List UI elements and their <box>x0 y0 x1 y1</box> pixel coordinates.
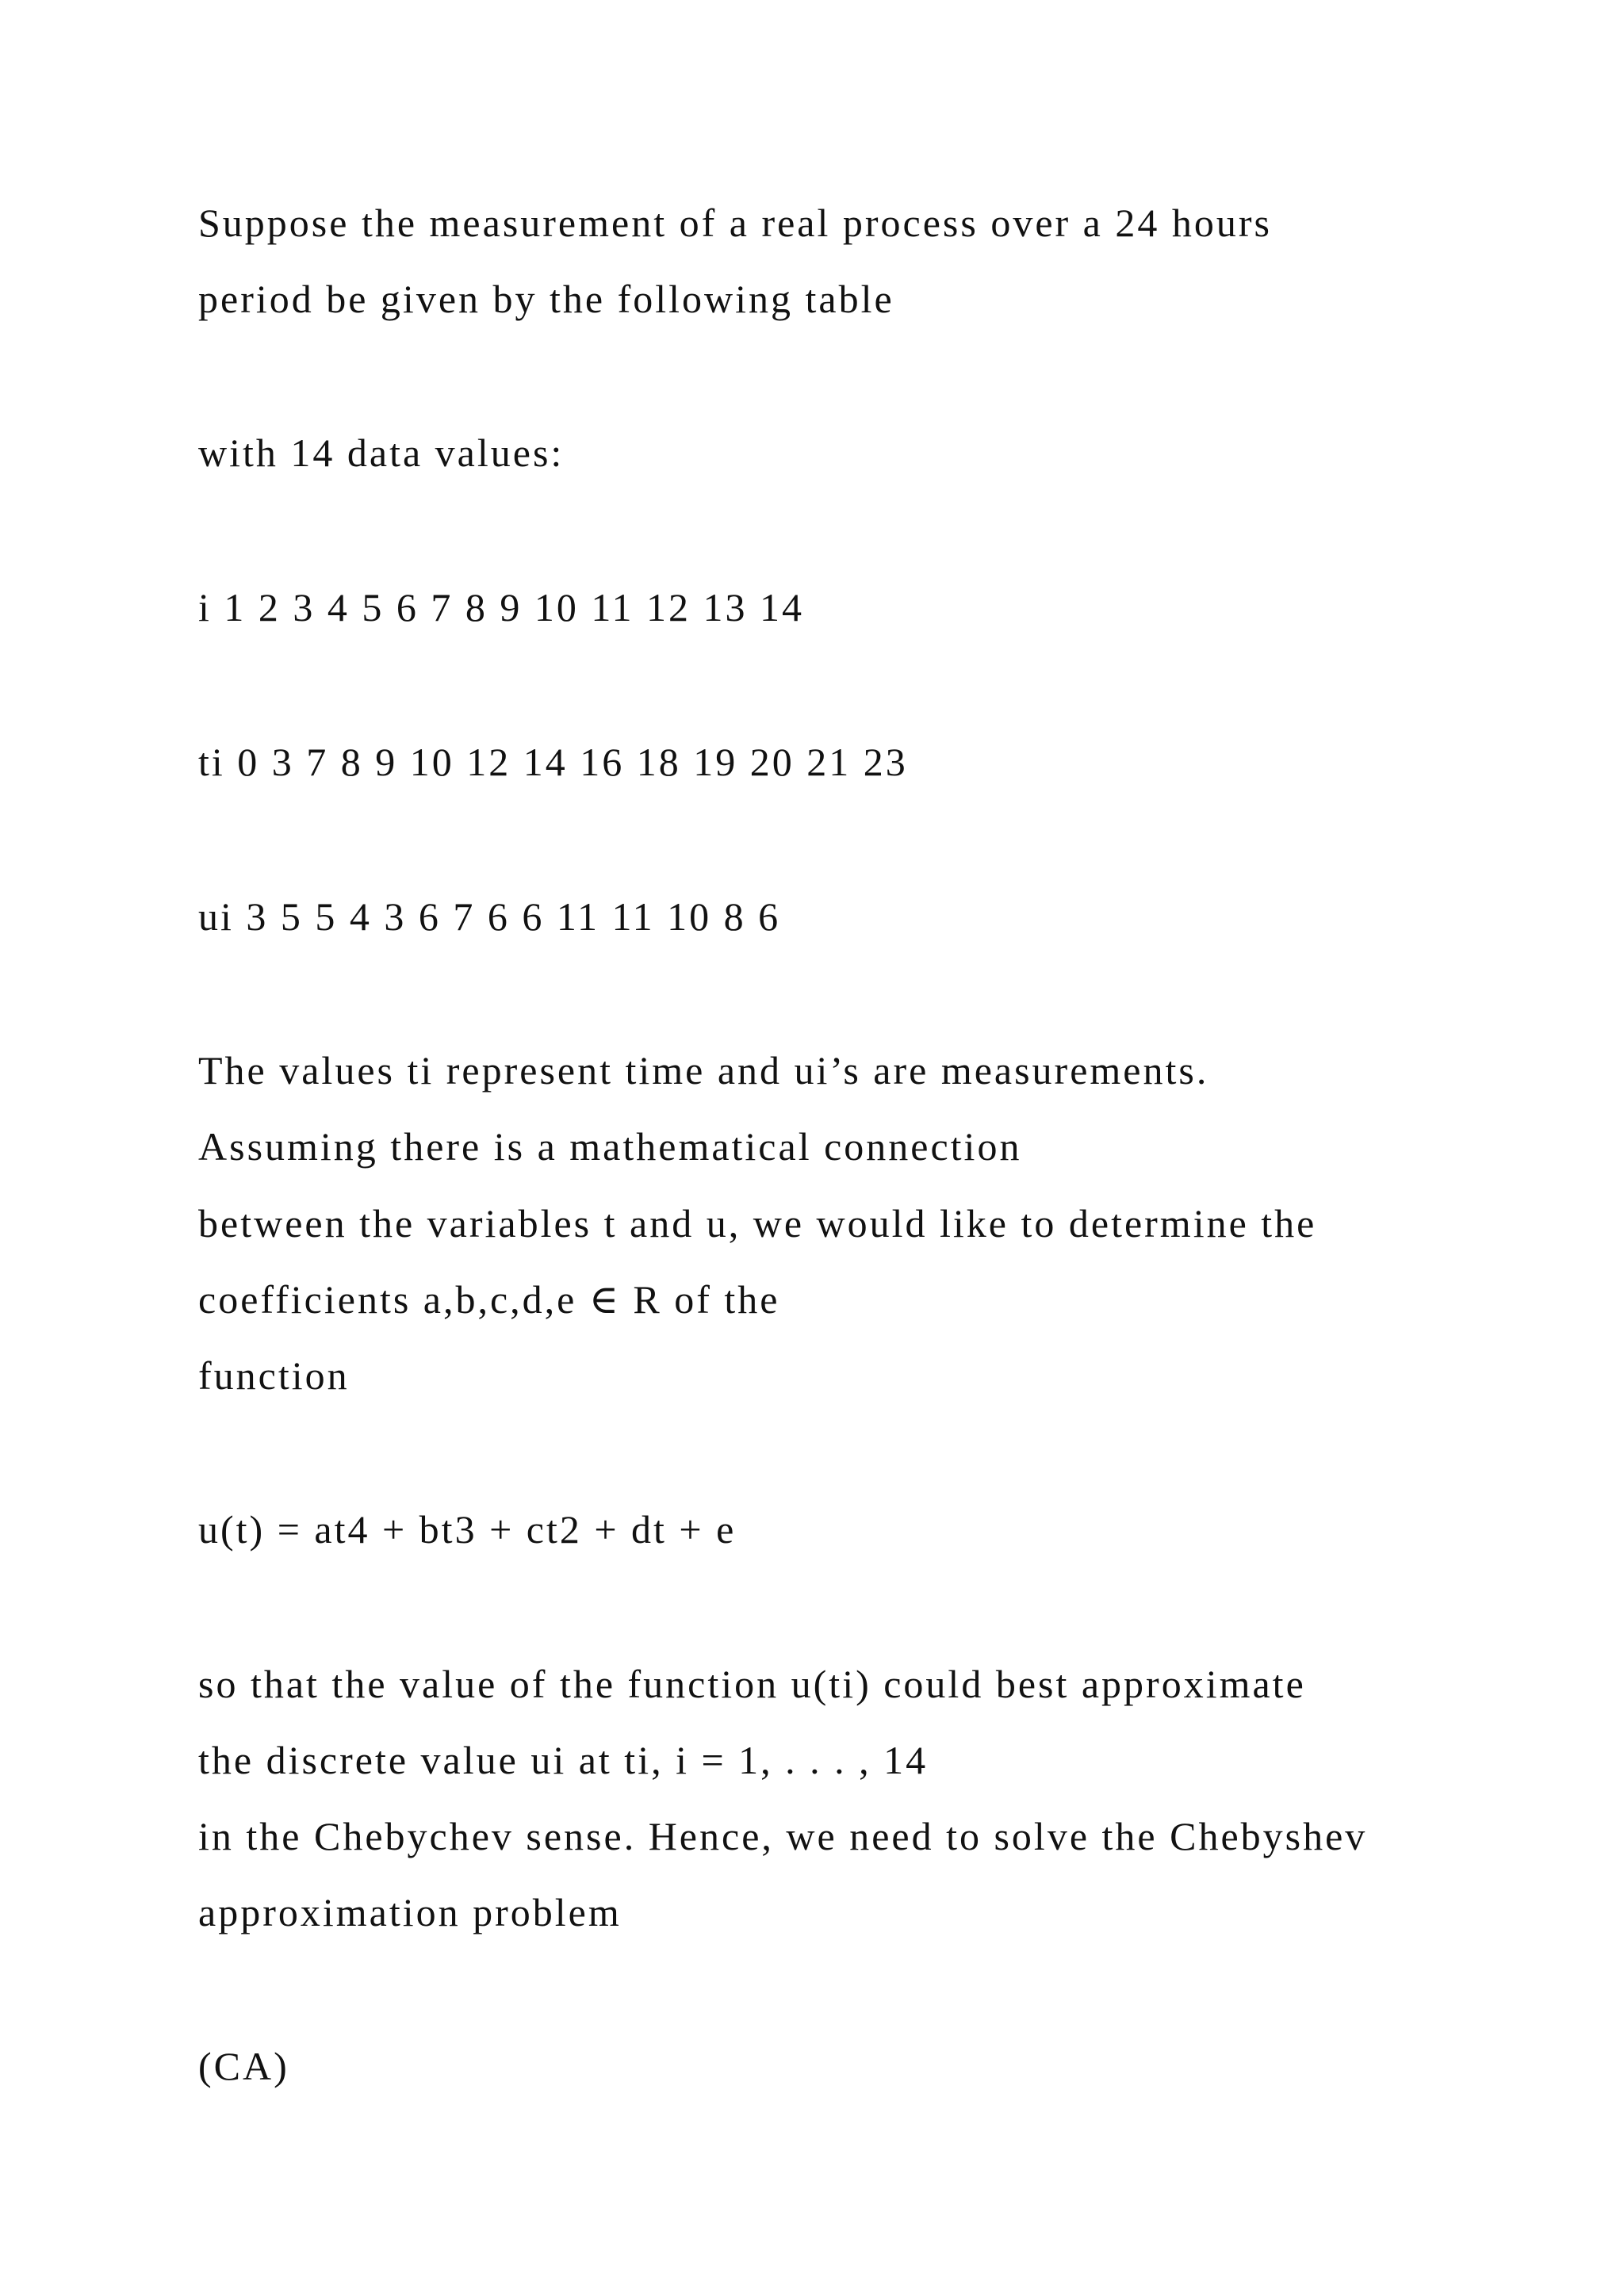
text-line: coefficients a,b,c,d,e ∈ R of the <box>198 1277 780 1322</box>
index-row: i 1 2 3 4 5 6 7 8 9 10 11 12 13 14 <box>198 585 805 629</box>
text-line: The values ti represent time and ui’s are measurements. <box>198 1048 1209 1093</box>
text-line: so that the value of the function u(ti) could best approximate <box>198 1662 1306 1706</box>
text-line: in the Chebychev sense. Hence, we need to solve the Chebyshev <box>198 1814 1368 1858</box>
text-line: the discrete value ui at ti, i = 1, . . . , 14 <box>198 1738 929 1782</box>
measurement-row: ui 3 5 5 4 3 6 7 6 6 11 11 10 8 6 <box>198 894 781 939</box>
time-row: ti 0 3 7 8 9 10 12 14 16 18 19 20 21 23 <box>198 740 908 784</box>
text-line: approximation problem <box>198 1890 622 1934</box>
text-line: Assuming there is a mathematical connection <box>198 1124 1022 1169</box>
problem-label: (CA) <box>198 2044 289 2088</box>
polynomial-formula: u(t) = at4 + bt3 + ct2 + dt + e <box>198 1507 737 1552</box>
text-line: period be given by the following table <box>198 277 894 321</box>
text-line: function <box>198 1353 350 1398</box>
text-line: between the variables t and u, we would like to determine the <box>198 1201 1317 1246</box>
text-line: Suppose the measurement of a real process over a 24 hours <box>198 201 1272 245</box>
text-line: with 14 data values: <box>198 430 565 475</box>
